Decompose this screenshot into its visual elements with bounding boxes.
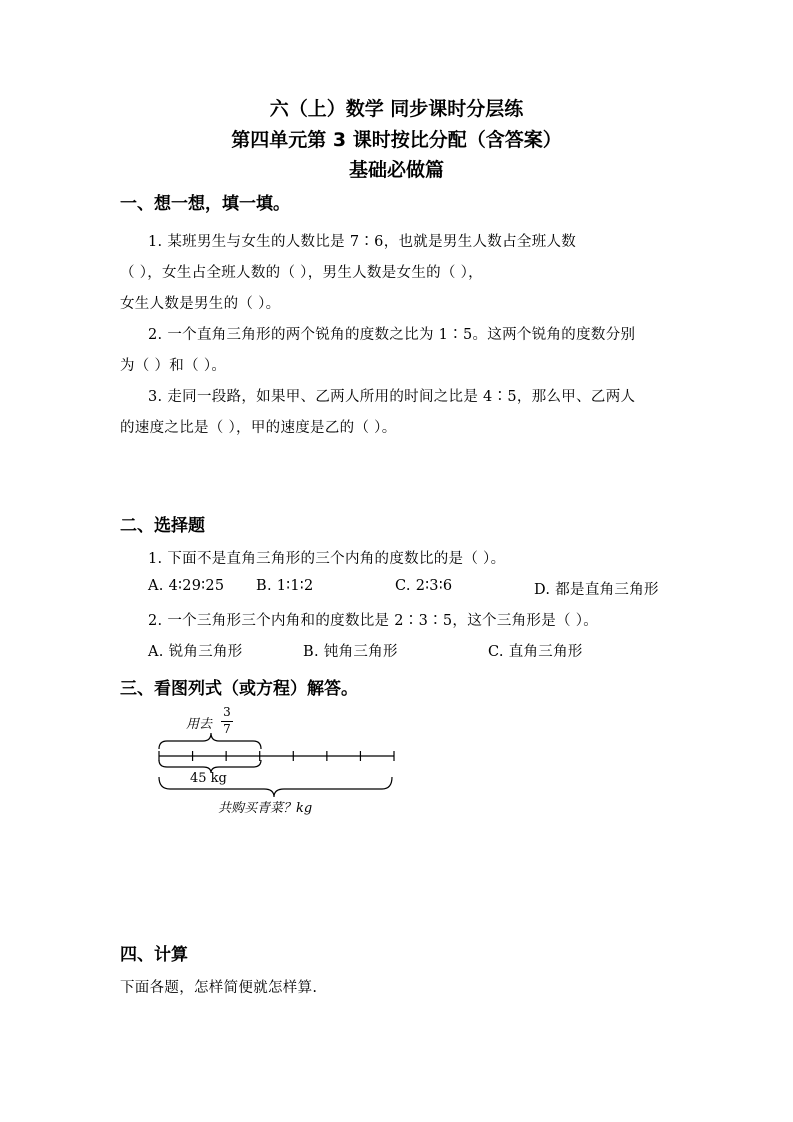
used-brace <box>159 733 261 749</box>
title-line-2: 第四单元第 3 课时按比分配（含答案） <box>231 129 562 151</box>
s4-instruction: 下面各题，怎样简便就怎样算. <box>120 980 318 996</box>
s1-line-1: 1. 某班男生与女生的人数比是 7∶6，也就是男生人数占全班人数 <box>148 234 577 250</box>
s1-line-6: 3. 走同一段路，如果甲、乙两人所用的时间之比是 4∶5，那么甲、乙两人 <box>148 389 636 405</box>
s2-q1-option-a: A. 4∶29∶25 <box>148 578 225 594</box>
s1-line-3: 女生人数是男生的（ ）。 <box>120 296 281 312</box>
fraction-numerator: 3 <box>223 705 231 719</box>
used-label: 用去 <box>186 717 213 732</box>
s1-line-4: 2. 一个直角三角形的两个锐角的度数之比为 1∶5。这两个锐角的度数分别 <box>148 327 636 343</box>
fraction-denominator: 7 <box>223 722 231 736</box>
section-4-heading: 四、计算 <box>120 945 188 965</box>
s2-q1-option-d: D. 都是直角三角形 <box>534 582 659 598</box>
s1-line-2: （ ），女生占全班人数的（ ），男生人数是女生的（ ）， <box>120 265 483 281</box>
total-label: 共购买青菜？kg <box>218 801 313 816</box>
section-2-heading: 二、选择题 <box>120 516 205 536</box>
s2-question-2: 2. 一个三角形三个内角和的度数比是 2∶3∶5，这个三角形是（ ）。 <box>148 613 599 629</box>
title-line-1: 六（上）数学 同步课时分层练 <box>269 98 524 120</box>
s2-q2-option-c: C. 直角三角形 <box>488 644 583 660</box>
s1-line-5: 为（ ）和（ ）。 <box>120 358 227 374</box>
s2-q2-option-a: A. 锐角三角形 <box>148 644 243 660</box>
s2-q2-option-b: B. 钝角三角形 <box>303 644 398 660</box>
s1-line-7: 的速度之比是（ ），甲的速度是乙的（ ）。 <box>120 420 397 436</box>
s2-q1-option-b: B. 1∶1∶2 <box>256 578 314 594</box>
segment-diagram <box>156 703 396 818</box>
title-line-3: 基础必做篇 <box>348 159 444 181</box>
s2-q1-option-c: C. 2∶3∶6 <box>395 578 453 594</box>
section-1-heading: 一、想一想，填一填。 <box>120 194 290 214</box>
section-3-heading: 三、看图列式（或方程）解答。 <box>120 679 358 699</box>
weight-label: 45 kg <box>190 771 227 786</box>
s2-question-1: 1. 下面不是直角三角形的三个内角的度数比的是（ ）。 <box>148 551 506 567</box>
